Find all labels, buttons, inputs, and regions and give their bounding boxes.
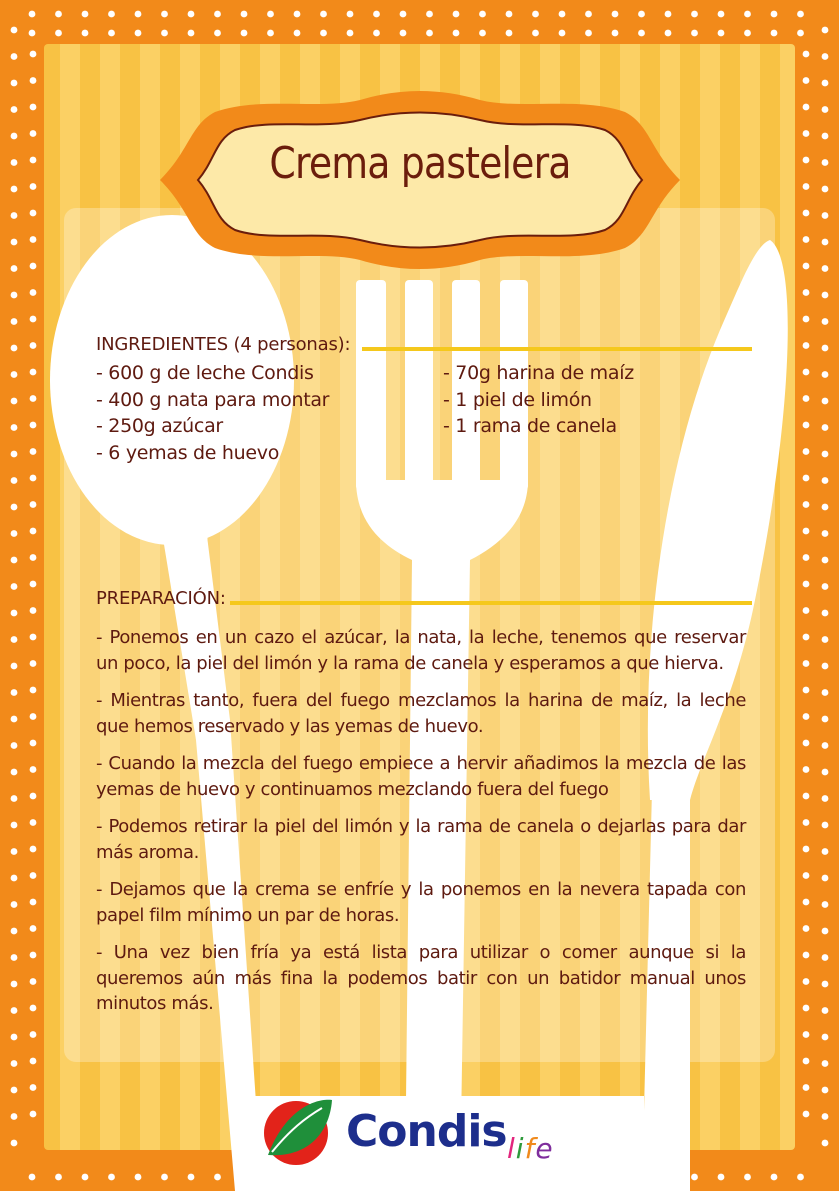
- border-dot: [585, 11, 592, 18]
- border-dot: [214, 1174, 221, 1181]
- border-dot: [30, 104, 37, 111]
- border-dot: [803, 952, 810, 959]
- border-dot: [347, 30, 354, 37]
- border-dot: [11, 901, 18, 908]
- border-dot: [30, 634, 37, 641]
- border-dot: [294, 30, 301, 37]
- preparation-step: - Mientras tanto, fuera del fuego mezclamos la harina de maíz, la leche que hemos reservado y las yemas de huevo.: [96, 690, 746, 737]
- border-dot: [803, 130, 810, 137]
- border-dot: [803, 51, 810, 58]
- border-dot: [11, 451, 18, 458]
- border-dot: [803, 660, 810, 667]
- border-dot: [803, 1005, 810, 1012]
- border-dot: [30, 528, 37, 535]
- border-dot: [82, 30, 89, 37]
- border-dot: [822, 265, 829, 272]
- border-dot: [803, 369, 810, 376]
- border-dot: [108, 1174, 115, 1181]
- border-dot: [30, 210, 37, 217]
- ingredient-item: - 1 piel de limón: [443, 388, 592, 411]
- border-dot: [11, 345, 18, 352]
- border-dot: [267, 30, 274, 37]
- preparation-step: - Una vez bien fría ya está lista para utilizar o comer aunque si la queremos aún más fina la podemos batir con un batidor manual unos minutos más.: [96, 942, 746, 1014]
- border-dot: [135, 30, 142, 37]
- border-dot: [822, 610, 829, 617]
- border-dot: [30, 793, 37, 800]
- border-dot: [822, 769, 829, 776]
- brand-suffix-letter: i: [515, 1132, 525, 1165]
- border-dot: [822, 239, 829, 246]
- border-dot: [11, 159, 18, 166]
- preparation-step: - Dejamos que la crema se enfríe y la ponemos en la nevera tapada con papel film mínimo un par de horas.: [96, 879, 746, 926]
- border-dot: [559, 30, 566, 37]
- border-dot: [803, 1058, 810, 1065]
- preparation-step: - Cuando la mezcla del fuego empiece a hervir añadimos la mezcla de las yemas de huevo y continuamos mezclando fuera del fuego: [96, 753, 746, 800]
- border-dot: [11, 928, 18, 935]
- border-dot: [11, 557, 18, 564]
- border-dot: [426, 30, 433, 37]
- border-dot: [718, 30, 725, 37]
- border-dot: [241, 30, 248, 37]
- border-dot: [803, 1111, 810, 1118]
- border-dot: [718, 1174, 725, 1181]
- brand-suffix-letter: l: [507, 1132, 516, 1165]
- border-dot: [11, 1140, 18, 1147]
- border-dot: [188, 30, 195, 37]
- border-dot: [822, 504, 829, 511]
- border-dot: [822, 1007, 829, 1014]
- border-dot: [241, 11, 248, 18]
- border-dot: [822, 901, 829, 908]
- border-dot: [30, 978, 37, 985]
- preparation-heading: PREPARACIÓN:: [96, 588, 226, 609]
- border-dot: [803, 157, 810, 164]
- border-dot: [822, 1140, 829, 1147]
- border-dot: [30, 236, 37, 243]
- ingredient-item: - 400 g nata para montar: [96, 388, 330, 411]
- brand-name: Condis: [346, 1106, 507, 1157]
- border-dot: [803, 104, 810, 111]
- border-dot: [11, 636, 18, 643]
- border-dot: [11, 212, 18, 219]
- border-dot: [691, 30, 698, 37]
- border-dot: [30, 316, 37, 323]
- border-dot: [11, 742, 18, 749]
- border-dot: [822, 689, 829, 696]
- border-dot: [506, 11, 513, 18]
- border-dot: [822, 27, 829, 34]
- border-dot: [803, 554, 810, 561]
- border-dot: [30, 660, 37, 667]
- border-dot: [11, 875, 18, 882]
- border-dot: [803, 766, 810, 773]
- ingredient-item: - 6 yemas de huevo: [96, 441, 280, 464]
- border-dot: [744, 30, 751, 37]
- border-dot: [638, 11, 645, 18]
- ingredients-list-right: [443, 360, 743, 440]
- border-dot: [822, 1060, 829, 1067]
- border-dot: [188, 1174, 195, 1181]
- border-dot: [822, 159, 829, 166]
- border-dot: [803, 289, 810, 296]
- preparation-step: - Podemos retirar la piel del limón y la rama de canela o dejarlas para dar más aroma.: [96, 816, 746, 863]
- border-dot: [771, 11, 778, 18]
- border-dot: [506, 30, 513, 37]
- border-dot: [400, 30, 407, 37]
- border-dot: [30, 157, 37, 164]
- border-dot: [108, 11, 115, 18]
- border-dot: [30, 1058, 37, 1065]
- border-dot: [822, 1034, 829, 1041]
- page-title: Crema pastelera: [269, 138, 571, 189]
- border-dot: [30, 475, 37, 482]
- border-dot: [30, 1031, 37, 1038]
- border-dot: [803, 978, 810, 985]
- border-dot: [479, 11, 486, 18]
- border-dot: [822, 742, 829, 749]
- border-dot: [11, 1007, 18, 1014]
- border-dot: [11, 1060, 18, 1067]
- border-dot: [214, 11, 221, 18]
- border-dot: [665, 30, 672, 37]
- ingredient-item: - 1 rama de canela: [443, 415, 617, 437]
- border-dot: [822, 822, 829, 829]
- border-dot: [30, 422, 37, 429]
- border-dot: [822, 451, 829, 458]
- border-dot: [822, 848, 829, 855]
- border-dot: [11, 398, 18, 405]
- border-dot: [803, 925, 810, 932]
- border-dot: [638, 30, 645, 37]
- border-dot: [822, 928, 829, 935]
- border-dot: [11, 1034, 18, 1041]
- border-dot: [803, 1084, 810, 1091]
- border-dot: [188, 11, 195, 18]
- border-dot: [30, 395, 37, 402]
- border-dot: [30, 581, 37, 588]
- border-dot: [822, 716, 829, 723]
- border-dot: [612, 11, 619, 18]
- border-dot: [822, 663, 829, 670]
- preparation-step: - Ponemos en un cazo el azúcar, la nata, la leche, tenemos que reservar un poco, la piel del limón y la rama de canela y esperamos a que hierva.: [96, 627, 746, 674]
- border-dot: [30, 1111, 37, 1118]
- border-dot: [803, 77, 810, 84]
- border-dot: [30, 448, 37, 455]
- border-dot: [11, 610, 18, 617]
- border-dot: [803, 634, 810, 641]
- preparation-steps: [96, 625, 746, 1029]
- border-dot: [718, 11, 725, 18]
- border-dot: [30, 740, 37, 747]
- brand-suffix: [507, 1132, 554, 1165]
- border-dot: [803, 899, 810, 906]
- border-dot: [30, 766, 37, 773]
- border-dot: [135, 11, 142, 18]
- border-dot: [11, 795, 18, 802]
- border-dot: [30, 687, 37, 694]
- border-dot: [822, 954, 829, 961]
- border-dot: [822, 477, 829, 484]
- border-dot: [55, 11, 62, 18]
- border-dot: [11, 292, 18, 299]
- border-dot: [11, 769, 18, 776]
- border-dot: [30, 130, 37, 137]
- border-dot: [803, 501, 810, 508]
- border-dot: [30, 183, 37, 190]
- border-dot: [11, 27, 18, 34]
- border-dot: [803, 422, 810, 429]
- border-dot: [30, 925, 37, 932]
- border-dot: [453, 11, 460, 18]
- border-dot: [691, 1174, 698, 1181]
- border-dot: [11, 981, 18, 988]
- border-dot: [294, 11, 301, 18]
- border-dot: [803, 1031, 810, 1038]
- border-dot: [11, 371, 18, 378]
- border-dot: [11, 1087, 18, 1094]
- border-dot: [267, 11, 274, 18]
- border-dot: [612, 30, 619, 37]
- border-dot: [803, 607, 810, 614]
- border-dot: [30, 554, 37, 561]
- border-dot: [822, 530, 829, 537]
- border-dot: [822, 795, 829, 802]
- border-dot: [373, 30, 380, 37]
- border-dot: [803, 263, 810, 270]
- border-dot: [803, 846, 810, 853]
- border-dot: [822, 981, 829, 988]
- border-dot: [11, 186, 18, 193]
- border-dot: [30, 77, 37, 84]
- border-dot: [803, 448, 810, 455]
- border-dot: [30, 607, 37, 614]
- border-dot: [55, 30, 62, 37]
- border-dot: [797, 1174, 804, 1181]
- border-dot: [822, 1113, 829, 1120]
- border-dot: [11, 716, 18, 723]
- border-dot: [11, 318, 18, 325]
- border-dot: [744, 11, 751, 18]
- border-dot: [320, 30, 327, 37]
- border-dot: [822, 557, 829, 564]
- border-dot: [11, 848, 18, 855]
- border-dot: [11, 1113, 18, 1120]
- border-dot: [30, 713, 37, 720]
- ingredients-list-left: [96, 360, 426, 466]
- border-dot: [320, 11, 327, 18]
- border-dot: [214, 30, 221, 37]
- border-dot: [11, 424, 18, 431]
- border-dot: [161, 30, 168, 37]
- border-dot: [803, 342, 810, 349]
- border-dot: [559, 11, 566, 18]
- border-dot: [30, 369, 37, 376]
- border-dot: [30, 899, 37, 906]
- border-dot: [822, 424, 829, 431]
- border-dot: [29, 30, 36, 37]
- border-dot: [11, 53, 18, 60]
- border-dot: [11, 133, 18, 140]
- border-dot: [453, 30, 460, 37]
- border-dot: [30, 289, 37, 296]
- border-dot: [803, 210, 810, 217]
- border-dot: [347, 11, 354, 18]
- border-dot: [822, 186, 829, 193]
- ingredients-heading: INGREDIENTES (4 personas):: [96, 334, 351, 355]
- border-dot: [30, 1005, 37, 1012]
- border-dot: [803, 528, 810, 535]
- border-dot: [822, 80, 829, 87]
- border-dot: [30, 846, 37, 853]
- border-dot: [803, 793, 810, 800]
- border-dot: [665, 11, 672, 18]
- ingredient-item: - 600 g de leche Condis: [96, 362, 314, 384]
- border-dot: [55, 1174, 62, 1181]
- border-dot: [11, 822, 18, 829]
- border-dot: [803, 581, 810, 588]
- border-dot: [803, 183, 810, 190]
- border-dot: [30, 819, 37, 826]
- border-dot: [771, 1174, 778, 1181]
- border-dot: [161, 1174, 168, 1181]
- border-dot: [30, 342, 37, 349]
- border-dot: [822, 212, 829, 219]
- border-dot: [822, 636, 829, 643]
- border-dot: [479, 30, 486, 37]
- border-dot: [822, 398, 829, 405]
- border-dot: [822, 371, 829, 378]
- border-dot: [532, 11, 539, 18]
- border-dot: [29, 11, 36, 18]
- border-dot: [426, 11, 433, 18]
- border-dot: [30, 501, 37, 508]
- border-dot: [803, 872, 810, 879]
- border-dot: [771, 30, 778, 37]
- border-dot: [11, 954, 18, 961]
- border-dot: [135, 1174, 142, 1181]
- border-dot: [822, 292, 829, 299]
- border-dot: [11, 106, 18, 113]
- border-dot: [30, 872, 37, 879]
- border-dot: [822, 133, 829, 140]
- border-dot: [822, 106, 829, 113]
- border-dot: [11, 239, 18, 246]
- border-dot: [744, 1174, 751, 1181]
- border-dot: [11, 265, 18, 272]
- border-dot: [11, 80, 18, 87]
- border-dot: [373, 11, 380, 18]
- border-dot: [400, 11, 407, 18]
- border-dot: [822, 875, 829, 882]
- brand-suffix-letter: e: [535, 1132, 554, 1165]
- border-dot: [108, 30, 115, 37]
- border-dot: [585, 30, 592, 37]
- border-dot: [803, 740, 810, 747]
- border-dot: [11, 583, 18, 590]
- border-dot: [691, 11, 698, 18]
- border-dot: [803, 316, 810, 323]
- border-dot: [11, 689, 18, 696]
- ingredient-item: - 250g azúcar: [96, 415, 223, 437]
- border-dot: [30, 1084, 37, 1091]
- border-dot: [30, 952, 37, 959]
- border-dot: [532, 30, 539, 37]
- border-dot: [803, 713, 810, 720]
- brand-suffix-letter: f: [524, 1132, 536, 1165]
- border-dot: [797, 30, 804, 37]
- ingredient-item: - 70g harina de maíz: [443, 362, 634, 384]
- border-dot: [11, 663, 18, 670]
- border-dot: [82, 1174, 89, 1181]
- border-dot: [822, 53, 829, 60]
- border-dot: [29, 1174, 36, 1181]
- border-dot: [797, 11, 804, 18]
- border-dot: [803, 687, 810, 694]
- border-dot: [822, 583, 829, 590]
- border-dot: [82, 11, 89, 18]
- border-dot: [803, 819, 810, 826]
- border-dot: [822, 1087, 829, 1094]
- border-dot: [822, 318, 829, 325]
- border-dot: [11, 477, 18, 484]
- border-dot: [11, 504, 18, 511]
- border-dot: [161, 11, 168, 18]
- border-dot: [803, 236, 810, 243]
- border-dot: [803, 475, 810, 482]
- border-dot: [30, 51, 37, 58]
- border-dot: [30, 263, 37, 270]
- border-dot: [822, 345, 829, 352]
- border-dot: [11, 530, 18, 537]
- border-dot: [803, 395, 810, 402]
